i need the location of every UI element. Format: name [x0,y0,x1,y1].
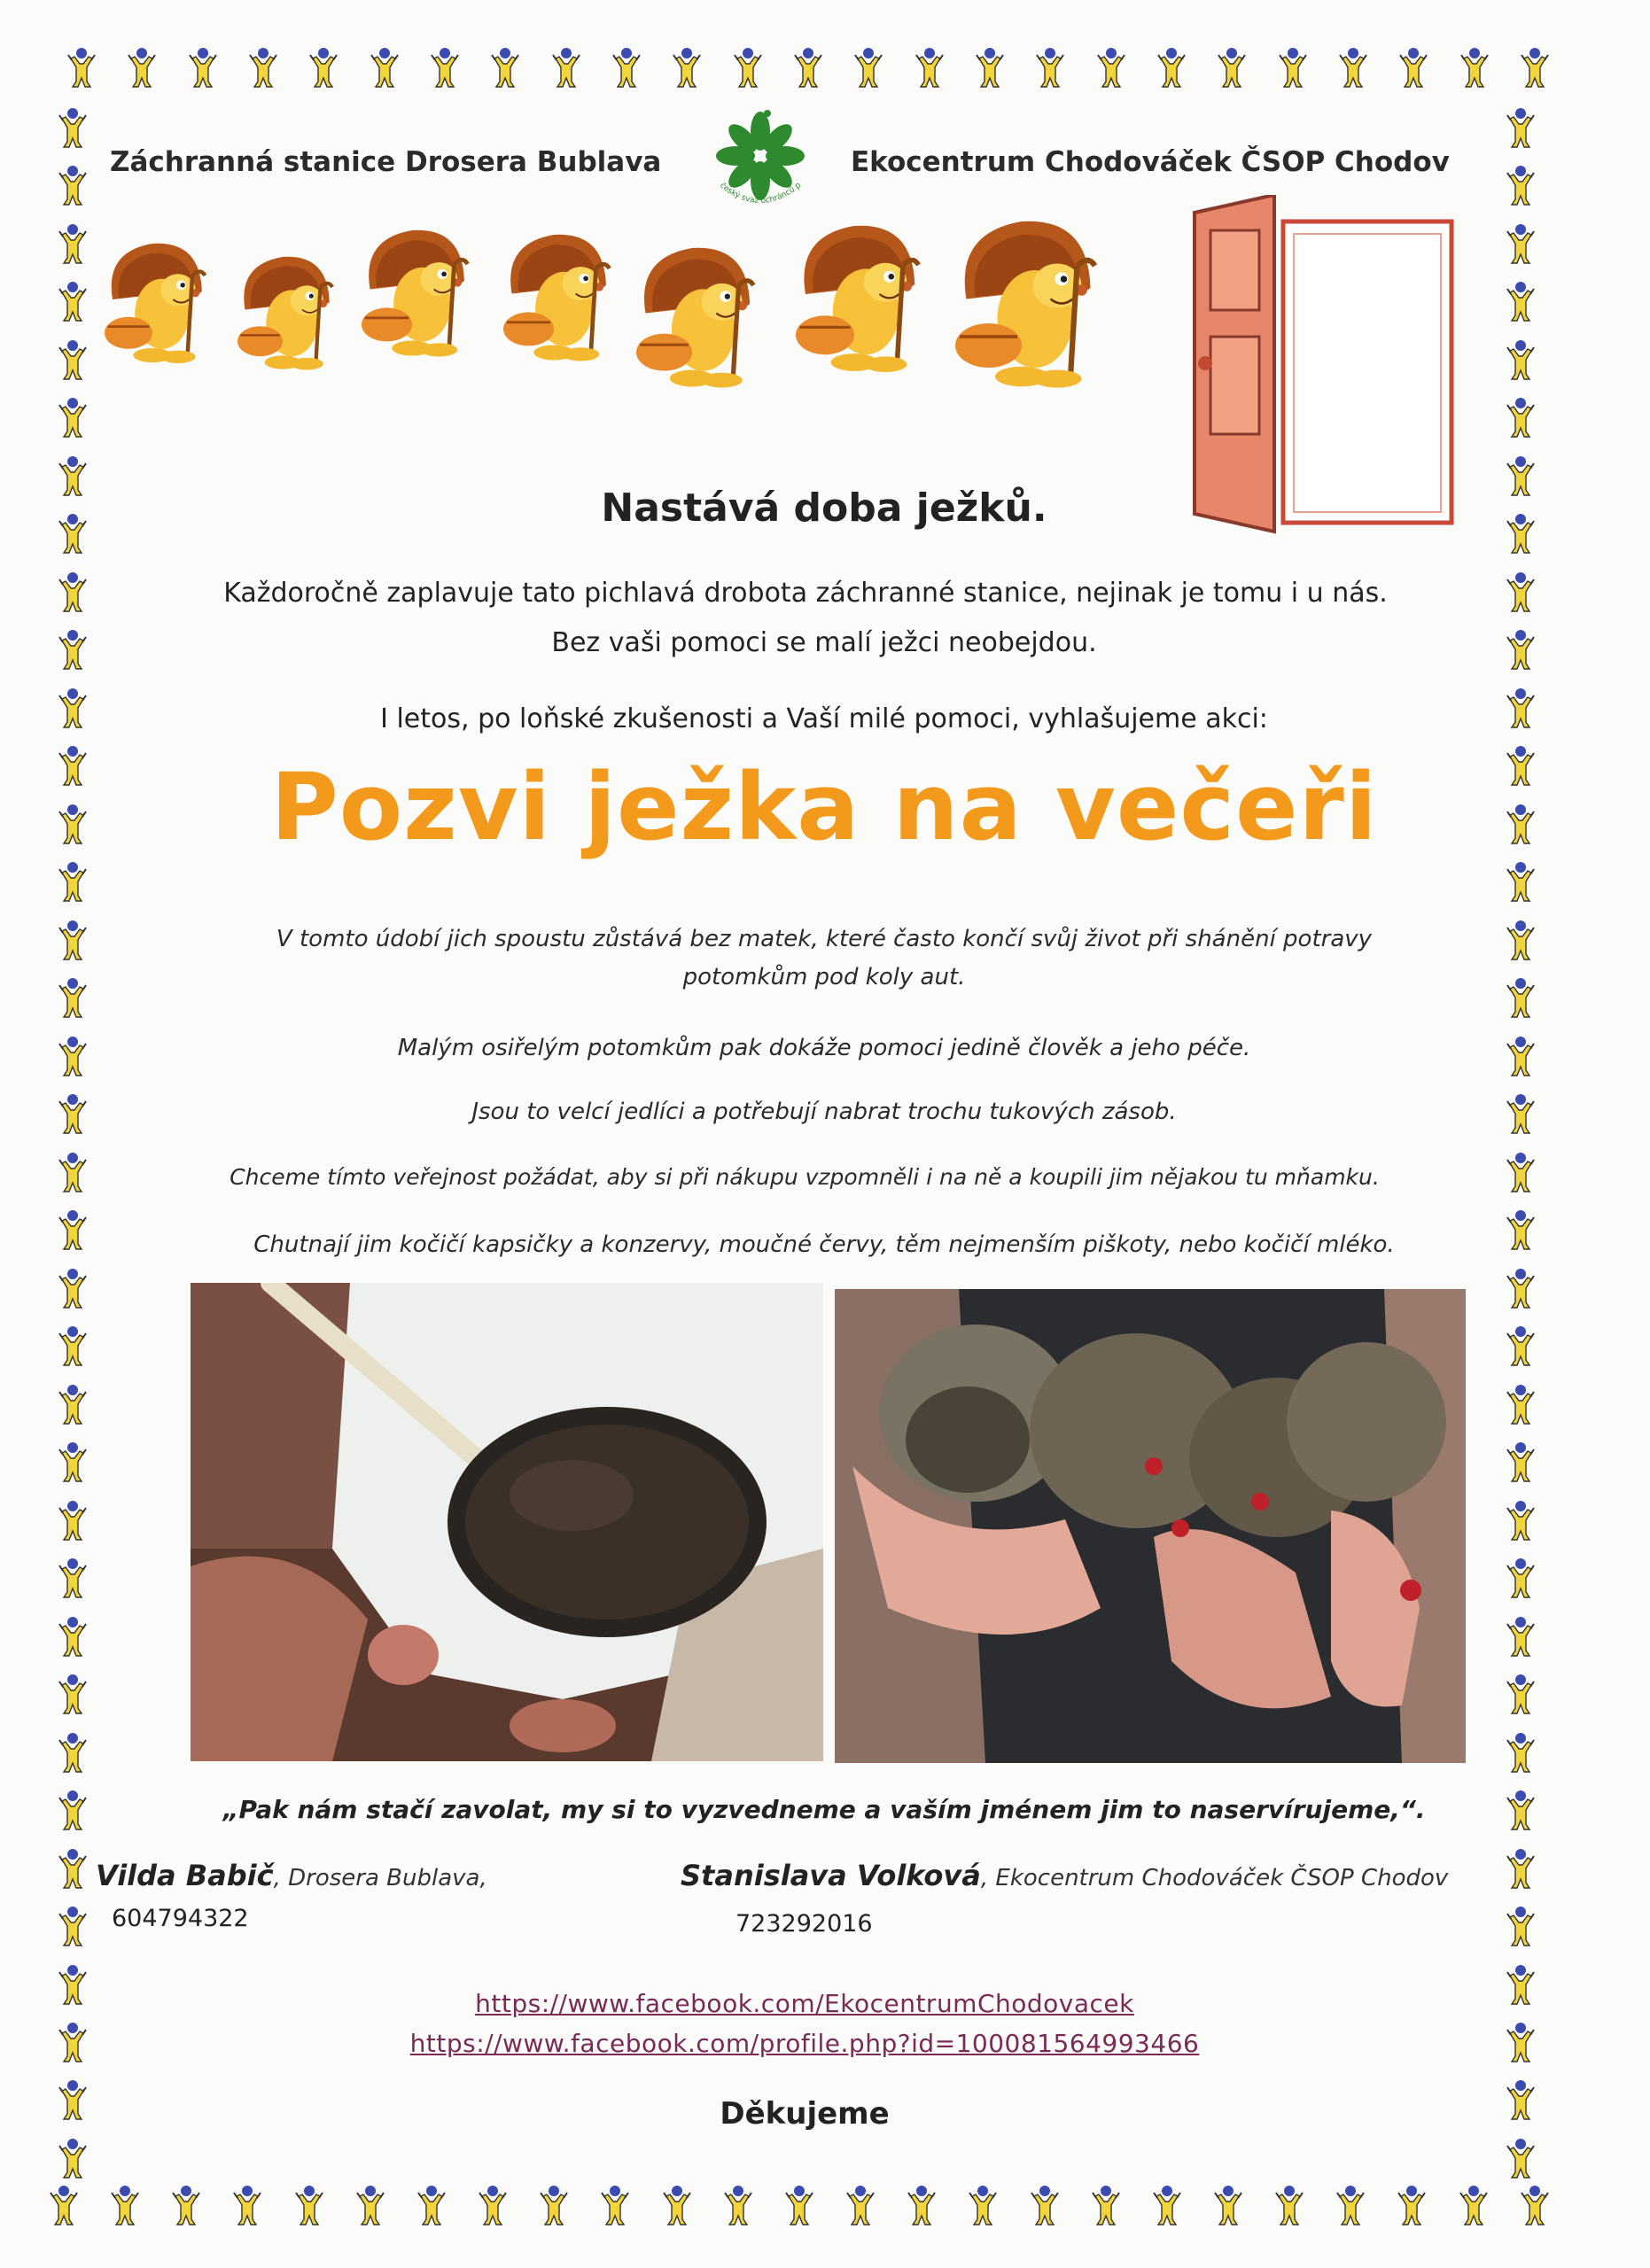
border-figure-icon [1503,1731,1538,1774]
border-figure-icon [55,280,90,322]
border-figure-icon [55,164,90,206]
border-bottom [46,2184,1553,2233]
border-figure-icon [1503,164,1538,206]
border-figure-icon [55,1557,90,1599]
border-figure-icon [659,2184,695,2226]
border-figure-icon [1503,1324,1538,1367]
border-figure-icon [1503,2078,1538,2121]
border-figure-icon [55,106,90,149]
border-figure-icon [1396,46,1431,89]
border-figure-icon [1503,1151,1538,1193]
border-figure-icon [1503,338,1538,381]
header-left-org: Záchranná stanice Drosera Bublava [110,146,662,178]
border-figure-icon [107,2184,143,2226]
border-figure-icon [1503,2137,1538,2179]
border-figure-icon [55,1499,90,1542]
border-figure-icon [1503,1267,1538,1309]
paragraph-2: Malým osiřelým potomkům pak dokáže pomoci jedině člověk a jeho péče. [397,1035,1251,1061]
border-figure-icon [475,2184,510,2226]
border-figure-icon [1503,1383,1538,1425]
contact-2 [681,1859,1448,1892]
border-figure-icon [790,46,826,89]
border-figure-icon [55,744,90,787]
border-figure-icon [55,1208,90,1251]
border-figure-icon [1503,1963,1538,2006]
paragraph-4: Chceme tímto veřejnost požádat, aby si při nákupu vzpomněli i na ně a koupili jim nějakou tu mňamku. [230,1164,1380,1190]
border-figure-icon [549,46,584,89]
border-figure-icon [185,46,221,89]
border-figure-icon [55,1789,90,1831]
border-figure-icon [55,2021,90,2063]
photo-hedgehogs-in-hands [835,1289,1466,1763]
border-figure-icon [1503,1557,1538,1599]
border-right [1503,106,1553,2179]
border-figure-icon [1503,106,1538,149]
border-figure-icon [55,1731,90,1774]
intro-line-3: I letos, po loňské zkušenosti a Vaší milé pomoci, vyhlašujeme akci: [380,703,1268,734]
border-figure-icon [1027,2184,1062,2226]
contact-1 [96,1859,487,1892]
border-figure-icon [1272,2184,1307,2226]
border-figure-icon [782,2184,817,2226]
border-figure-icon [1154,46,1189,89]
border-figure-icon [1503,1847,1538,1890]
border-figure-icon [427,46,463,89]
contact-1-affiliation: , Drosera Bublava, [273,1865,487,1891]
border-figure-icon [1503,1673,1538,1715]
facebook-link-2[interactable]: https://www.facebook.com/profile.php?id=100081564993466 [409,2029,1200,2058]
border-figure-icon [904,2184,939,2226]
border-figure-icon [55,628,90,671]
border-figure-icon [55,1324,90,1367]
border-figure-icon [965,2184,1000,2226]
border-figure-icon [1503,860,1538,903]
border-figure-icon [55,2137,90,2179]
border-figure-icon [55,1441,90,1483]
border-figure-icon [912,46,947,89]
border-figure-icon [1517,2184,1553,2226]
border-figure-icon [536,2184,572,2226]
border-figure-icon [669,46,704,89]
border-figure-icon [55,687,90,729]
border-figure-icon [1088,2184,1124,2226]
border-figure-icon [1456,2184,1491,2226]
border-figure-icon [55,1092,90,1135]
border-figure-icon [1503,1615,1538,1658]
border-figure-icon [245,46,281,89]
border-figure-icon [168,2184,204,2226]
paragraph-1b: potomkům pod koly aut. [682,964,966,990]
open-door-icon [1195,195,1452,532]
border-figure-icon [353,2184,388,2226]
border-figure-icon [487,46,523,89]
border-figure-icon [1503,1905,1538,1947]
border-figure-icon [55,1673,90,1715]
border-figure-icon [55,1963,90,2006]
border-figure-icon [1149,2184,1185,2226]
border-figure-icon [414,2184,449,2226]
border-figure-icon [972,46,1008,89]
border-figure-icon [55,222,90,265]
quote: „Pak nám stačí zavolat, my si to vyzvedneme a vaším jménem jim to naservírujeme,“. [222,1795,1426,1824]
border-figure-icon [1335,46,1371,89]
border-figure-icon [1503,222,1538,265]
border-figure-icon [55,2078,90,2121]
border-figure-icon [230,2184,265,2226]
border-figure-icon [851,46,886,89]
border-figure-icon [1503,280,1538,322]
border-figure-icon [306,46,341,89]
border-figure-icon [1032,46,1068,89]
border-figure-icon [55,396,90,439]
border-figure-icon [843,2184,878,2226]
border-figure-icon [55,976,90,1019]
border-figure-icon [1503,571,1538,613]
contact-2-phone: 723292016 [735,1910,873,1938]
border-figure-icon [55,1151,90,1193]
paragraph-1a: V tomto údobí jich spoustu zůstává bez matek, které často končí svůj život při shánění potravy [276,926,1373,952]
page-title: Nastává doba ježků. [601,485,1047,531]
border-figure-icon [597,2184,633,2226]
logo-text: český svaz ochránců p [718,181,804,206]
border-figure-icon [1503,396,1538,439]
border-figure-icon [55,512,90,555]
border-figure-icon [1394,2184,1429,2226]
contact-1-phone: 604794322 [112,1905,249,1932]
border-figure-icon [55,1905,90,1947]
border-figure-icon [55,803,90,845]
photo-feeding-hedgehog [191,1283,823,1761]
paragraph-5: Chutnají jim kočičí kapsičky a konzervy, moučné červy, těm nejmenším piškoty, nebo kočičí mléko. [253,1231,1395,1258]
border-figure-icon [1275,46,1311,89]
border-figure-icon [55,1847,90,1890]
contact-1-name: Vilda Babič [96,1859,274,1892]
border-figure-icon [1333,2184,1368,2226]
paragraph-3: Jsou to velcí jedlíci a potřebují nabrat trochu tukových zásob. [471,1099,1177,1125]
border-figure-icon [55,338,90,381]
thanks-text: Děkujeme [720,2096,890,2132]
facebook-link-1[interactable]: https://www.facebook.com/EkocentrumChodovacek [475,1989,1134,2018]
border-figure-icon [720,2184,756,2226]
border-figure-icon [730,46,766,89]
border-figure-icon [55,1615,90,1658]
border-figure-icon [1503,1499,1538,1542]
border-figure-icon [55,1035,90,1077]
border-figure-icon [1503,2021,1538,2063]
contact-2-name: Stanislava Volková [681,1859,981,1892]
border-figure-icon [55,1267,90,1309]
border-top [64,46,1553,96]
border-figure-icon [1503,1441,1538,1483]
border-figure-icon [55,919,90,961]
header-right-org: Ekocentrum Chodováček ČSOP Chodov [851,146,1450,178]
border-figure-icon [609,46,644,89]
border-figure-icon [1517,46,1553,89]
border-figure-icon [46,2184,82,2226]
border-figure-icon [292,2184,327,2226]
contact-2-affiliation: , Ekocentrum Chodováček ČSOP Chodov [980,1865,1449,1891]
campaign-headline: Pozvi ježka na večeři [270,753,1378,861]
border-figure-icon [1210,2184,1246,2226]
border-figure-icon [55,860,90,903]
intro-line-1: Každoročně zaplavuje tato pichlavá drobota záchranné stanice, nejinak je tomu i u nás. [223,578,1388,609]
intro-line-2: Bez vaši pomoci se malí ježci neobejdou. [551,627,1097,658]
border-figure-icon [55,571,90,613]
border-figure-icon [1094,46,1129,89]
border-figure-icon [1457,46,1492,89]
border-figure-icon [64,46,99,89]
border-figure-icon [124,46,160,89]
border-figure-icon [55,454,90,497]
border-figure-icon [1214,46,1249,89]
border-figure-icon [367,46,402,89]
border-figure-icon [55,1383,90,1425]
